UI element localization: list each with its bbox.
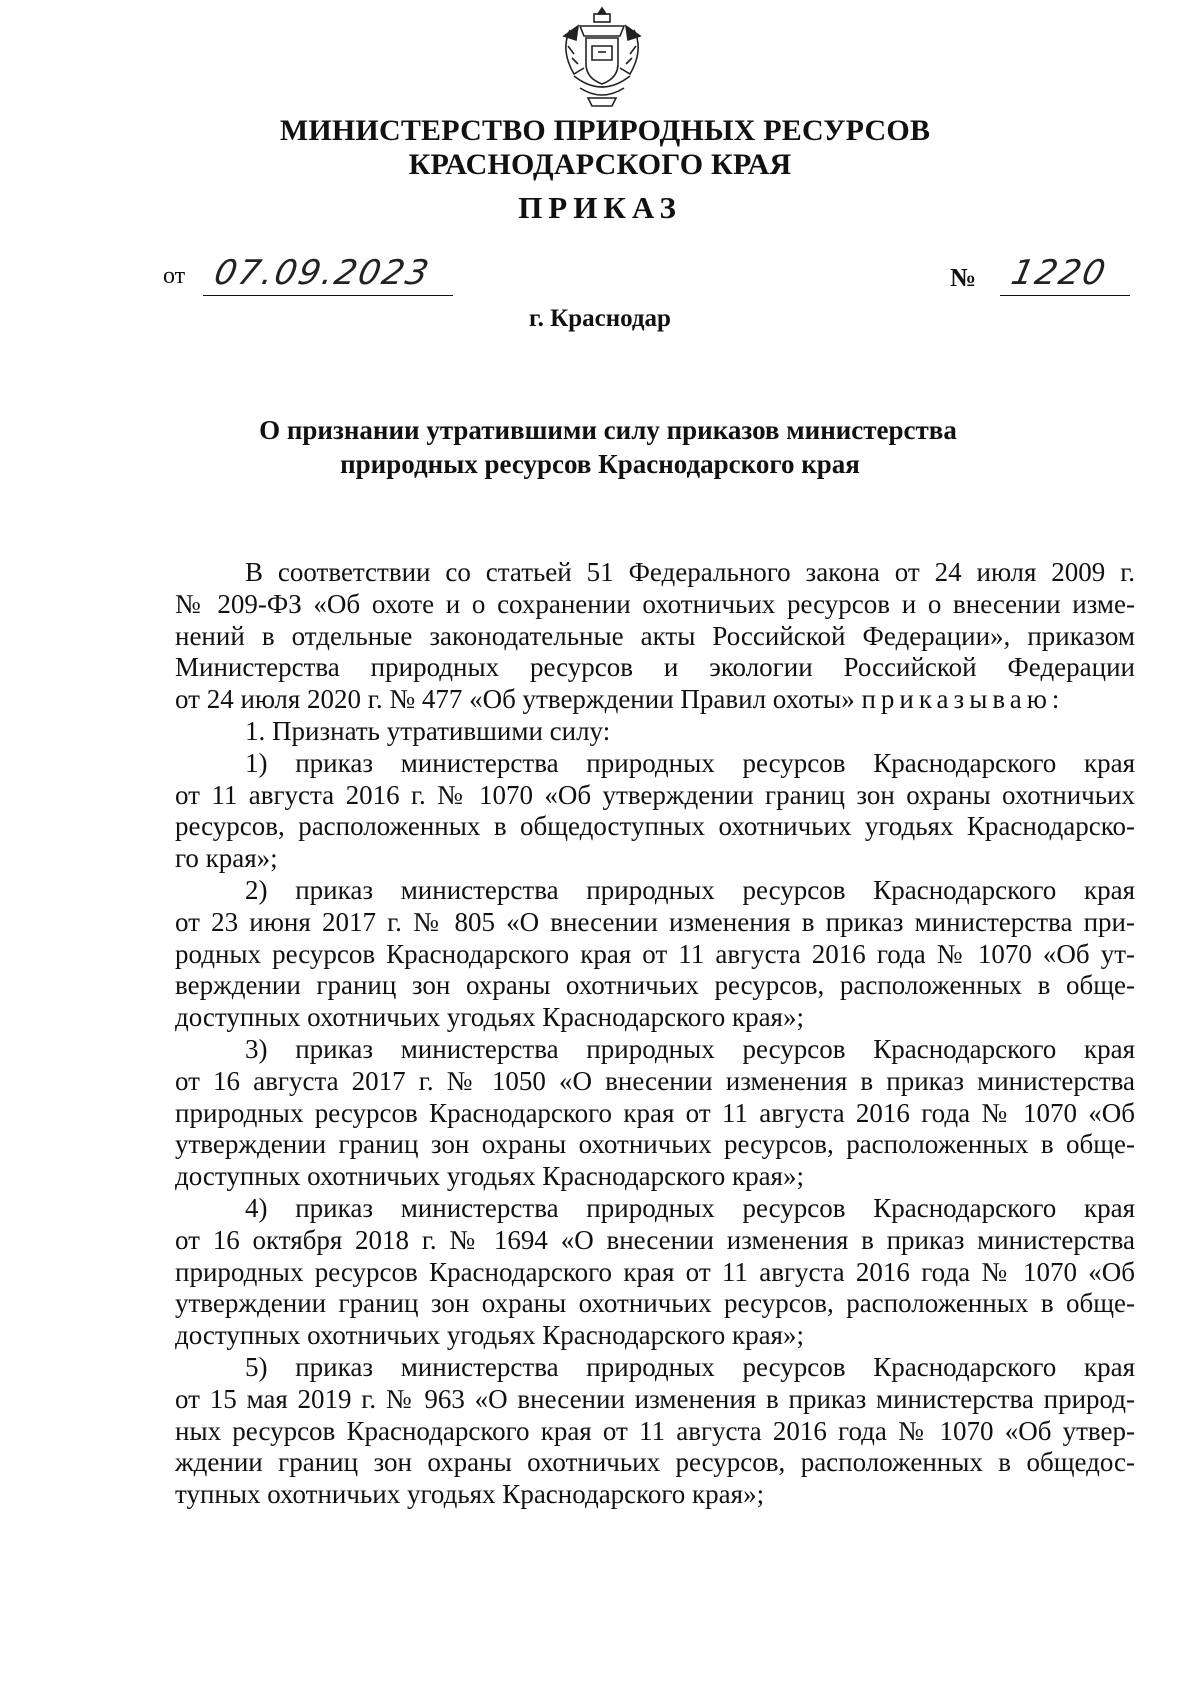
- body-line: тупных охотничьих угодьях Краснодарского края»;: [175, 1479, 765, 1510]
- document-title-line1: О признании утратившими силу приказов министерства: [259, 415, 957, 445]
- body-line: природных ресурсов Краснодарского края от 11 августа 2016 года № 1070 «Об: [175, 1097, 1135, 1128]
- body-line: ждении границ зон охраны охотничьих ресурсов, расположенных в общедос-: [175, 1447, 1135, 1478]
- body-line: 1) приказ министерства природных ресурсов Краснодарского края: [245, 747, 1135, 778]
- body-line: В соответствии со статьей 51 Федерального закона от 24 июля 2009 г.: [245, 557, 1135, 587]
- body-line: ных ресурсов Краснодарского края от 11 августа 2016 года № 1070 «Об утвер-: [175, 1415, 1135, 1446]
- body-line: го края»;: [175, 843, 278, 874]
- date-label: от: [163, 263, 186, 289]
- body-line: доступных охотничьих угодьях Краснодарского края»;: [175, 1002, 804, 1033]
- body-line: природных ресурсов Краснодарского края от 11 августа 2016 года № 1070 «Об: [175, 1256, 1135, 1287]
- city: г. Краснодар: [529, 305, 671, 332]
- date-underline: [203, 295, 453, 296]
- body-line: 2) приказ министерства природных ресурсов Краснодарского края: [245, 874, 1135, 905]
- body-line: утверждении границ зон охраны охотничьих ресурсов, расположенных в обще-: [175, 1129, 1135, 1160]
- body-line: от 16 октября 2018 г. № 1694 «О внесении изменения в приказ министерства: [175, 1224, 1135, 1255]
- item-heading: 1. Признать утратившими силу:: [245, 715, 611, 746]
- body-text: от 24 июля 2020 г. № 477 «Об утверждении Правил охоты»: [175, 684, 855, 715]
- body-line: родных ресурсов Краснодарского края от 11 августа 2016 года № 1070 «Об ут-: [175, 938, 1135, 969]
- body-line: 4) приказ министерства природных ресурсов Краснодарского края: [245, 1192, 1135, 1223]
- body-line: доступных охотничьих угодьях Краснодарского края»;: [175, 1161, 804, 1192]
- body-line: [175, 684, 1135, 716]
- body-line: нений в отдельные законодательные акты Российской Федерации», приказом: [175, 620, 1135, 651]
- number-underline: [1000, 295, 1130, 296]
- document-type: ПРИКАЗ: [518, 190, 682, 225]
- body-line: от 11 августа 2016 г. № 1070 «Об утверждении границ зон охраны охотничьих: [175, 779, 1135, 810]
- ministry-name-line1: МИНИСТЕРСТВО ПРИРОДНЫХ РЕСУРСОВ: [279, 114, 931, 147]
- document-title-line2: природных ресурсов Краснодарского края: [340, 449, 860, 479]
- number-label: №: [950, 263, 977, 292]
- body-line: от 16 августа 2017 г. № 1050 «О внесении изменения в приказ министерства: [175, 1065, 1135, 1096]
- ministry-name-line2: КРАСНОДАРСКОГО КРАЯ: [408, 148, 792, 181]
- directive-verb: приказываю:: [861, 684, 1065, 715]
- body-line: 3) приказ министерства природных ресурсов Краснодарского края: [245, 1033, 1135, 1064]
- body-line: доступных охотничьих угодьях Краснодарского края»;: [175, 1320, 804, 1351]
- number-value: 1220: [1007, 253, 1111, 293]
- coat-of-arms-emblem: [558, 6, 646, 110]
- body-line: утверждении границ зон охраны охотничьих ресурсов, расположенных в обще-: [175, 1288, 1135, 1319]
- body-line: 5) приказ министерства природных ресурсов Краснодарского края: [245, 1351, 1135, 1382]
- body-line: верждении границ зон охраны охотничьих ресурсов, расположенных в обще-: [175, 970, 1135, 1001]
- body-line: от 15 мая 2019 г. № 963 «О внесении изменения в приказ министерства природ-: [175, 1383, 1135, 1414]
- body-line: от 23 июня 2017 г. № 805 «О внесении изменения в приказ министерства при-: [175, 906, 1135, 937]
- body-line: № 209-ФЗ «Об охоте и о сохранении охотничьих ресурсов и о внесении изме-: [175, 588, 1135, 619]
- body-line: ресурсов, расположенных в общедоступных охотничьих угодьях Краснодарско-: [175, 811, 1135, 842]
- document-body: [175, 557, 1135, 1511]
- date-value: 07.09.2023: [210, 253, 434, 293]
- body-line: Министерства природных ресурсов и экологии Российской Федерации: [175, 652, 1135, 683]
